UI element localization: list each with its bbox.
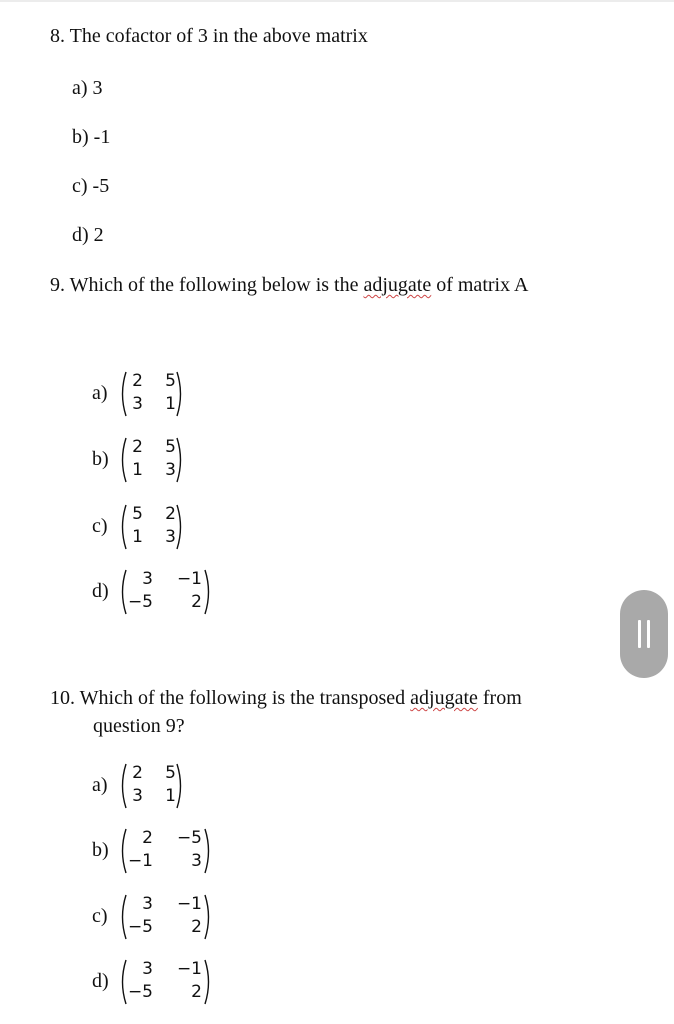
grip-icon [647, 620, 650, 648]
spellcheck-flag: adjugate [410, 687, 478, 709]
matrix: 2 5 3 1 [118, 762, 188, 810]
top-divider [0, 0, 674, 2]
matrix: 2 −5 −1 3 [118, 827, 218, 875]
q8-option-a: a) 3 [72, 77, 103, 99]
matrix: 3 −1 −5 2 [118, 568, 218, 616]
question-9: 9. Which of the following below is the adjugate of matrix A [50, 274, 529, 296]
matrix: 3 −1 −5 2 [118, 893, 218, 941]
q8-option-d: d) 2 [72, 224, 104, 246]
grip-icon [638, 620, 641, 648]
matrix: 5 2 1 3 [118, 503, 188, 551]
question-8: 8. The cofactor of 3 in the above matrix [50, 25, 368, 47]
matrix: 2 5 1 3 [118, 436, 188, 484]
question-10-line-2: question 9? [93, 715, 185, 737]
scroll-handle[interactable] [620, 590, 668, 678]
spellcheck-flag: adjugate [363, 274, 432, 296]
matrix: 3 −1 −5 2 [118, 958, 218, 1006]
question-10: 10. Which of the following is the transposed adjugate from [50, 687, 522, 709]
q8-option-c: c) -5 [72, 175, 110, 197]
matrix: 2 5 3 1 [118, 370, 188, 418]
q8-option-b: b) -1 [72, 126, 111, 148]
